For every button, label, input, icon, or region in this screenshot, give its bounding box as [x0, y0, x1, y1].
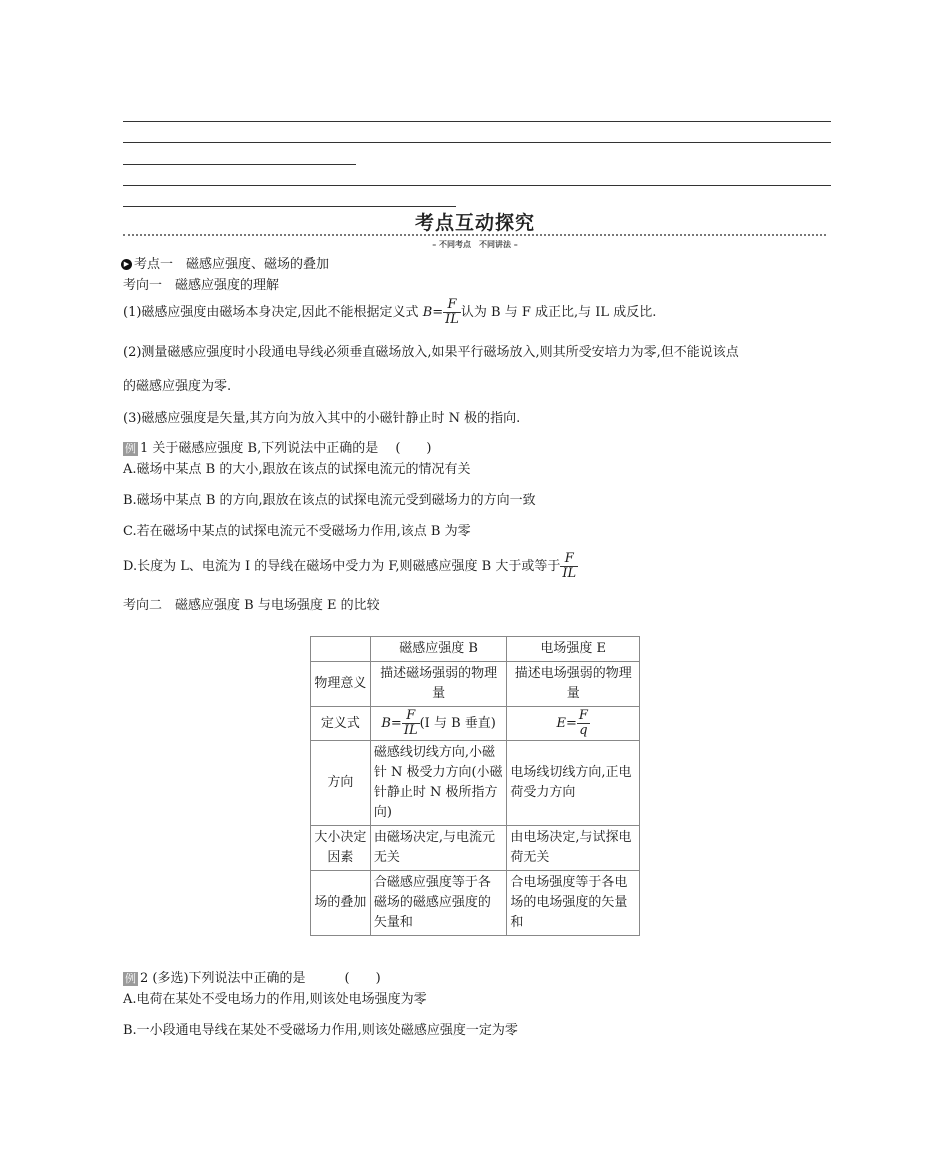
- point-heading: ▶ 考点一 磁感应强度、磁场的叠加: [121, 256, 329, 274]
- example-1-question: 例 1 关于磁感应强度 B,下列说法中正确的是 ( ): [125, 441, 432, 456]
- table-header-cell: [311, 637, 371, 662]
- table-row: [311, 741, 640, 826]
- play-arrow-icon: ▶: [121, 259, 132, 270]
- table-header-row: [311, 637, 640, 662]
- section-banner-subtitle: – 不同考点 不同讲法 –: [432, 240, 518, 249]
- example-tag: 例: [125, 442, 136, 455]
- option-b: B.一小段通电导线在某处不受磁场力作用,则该处磁感应强度一定为零: [123, 1023, 518, 1038]
- rule-line: [123, 121, 831, 122]
- option-a: A.电荷在某处不受电场力的作用,则该处电场强度为零: [123, 992, 427, 1007]
- example-tag: 例: [125, 972, 136, 985]
- fraction-f-over-il: $\frac{F}{IL}$: [562, 551, 577, 581]
- cell-e: 电场线切线方向,正电荷受力方向: [507, 741, 640, 826]
- option-c: C.若在磁场中某点的试探电流元不受磁场力作用,该点 B 为零: [123, 524, 471, 539]
- banner-divider: [123, 234, 826, 236]
- section-banner-title: 考点互动探究: [414, 212, 535, 234]
- cell-b: 合磁感应强度等于各磁场的磁感应强度的矢量和: [370, 871, 507, 936]
- fraction-f-over-il: $\frac{F}{IL}$: [403, 708, 418, 738]
- example-2-question: 例 2 (多选)下列说法中正确的是 ( ): [125, 971, 381, 986]
- rule-line: [123, 164, 356, 165]
- cell-e: 合电场强度等于各电场的电场强度的矢量和: [507, 871, 640, 936]
- cell-b: 描述磁场强弱的物理量: [370, 662, 507, 707]
- cell-e: 由电场决定,与试探电荷无关: [507, 826, 640, 871]
- table-row: [311, 871, 640, 936]
- item-3: (3)磁感应强度是矢量,其方向为放入其中的小磁针静止时 N 极的指向.: [123, 411, 521, 426]
- rule-line: [123, 206, 456, 207]
- cell-b-formula: B= $\frac{F}{IL}$ (I 与 B 垂直): [370, 707, 507, 741]
- item-2b: 的磁感应强度为零.: [123, 379, 232, 394]
- row-label: 方向: [311, 741, 371, 826]
- cell-b: 磁感线切线方向,小磁针 N 极受力方向(小磁针静止时 N 极所指方向): [370, 741, 507, 826]
- item-2a: (2)测量磁感应强度时小段通电导线必须垂直磁场放入,如果平行磁场放入,则其所受安培力为零,但不能说该点: [123, 345, 739, 360]
- rule-line: [123, 185, 831, 186]
- option-d: D.长度为 L、电流为 I 的导线在磁场中受力为 F,则磁感应强度 B 大于或等于 $\frac{F}{IL}$: [123, 551, 577, 581]
- direction-heading-1: 考向一 磁感应强度的理解: [123, 278, 280, 293]
- option-b: B.磁场中某点 B 的方向,跟放在该点的试探电流元受到磁场力的方向一致: [123, 493, 536, 508]
- cell-e-formula: E= $\frac{F}{q}$: [507, 707, 640, 741]
- row-label: 大小决定因素: [311, 826, 371, 871]
- table-row: [311, 826, 640, 871]
- table-row: [311, 662, 640, 707]
- direction-heading-2: 考向二 磁感应强度 B 与电场强度 E 的比较: [123, 598, 380, 613]
- fraction-f-over-il: $\frac{F}{IL}$: [445, 297, 459, 327]
- item-1: (1)磁感应强度由磁场本身决定,因此不能根据定义式 B= $\frac{F}{IL}$ 认为 B 与 F 成正比,与 IL 成反比.: [123, 297, 657, 327]
- row-label: 物理意义: [311, 662, 371, 707]
- table-row: [311, 707, 640, 741]
- fraction-f-over-q: $\frac{F}{q}$: [578, 708, 588, 738]
- row-label: 定义式: [311, 707, 371, 741]
- option-a: A.磁场中某点 B 的大小,跟放在该点的试探电流元的情况有关: [123, 462, 471, 477]
- row-label: 场的叠加: [311, 871, 371, 936]
- table-header-cell: 电场强度 E: [507, 637, 640, 662]
- cell-b: 由磁场决定,与电流元无关: [370, 826, 507, 871]
- rule-line: [123, 142, 831, 143]
- cell-e: 描述电场强弱的物理量: [507, 662, 640, 707]
- table-header-cell: 磁感应强度 B: [370, 637, 507, 662]
- comparison-table: [310, 636, 640, 936]
